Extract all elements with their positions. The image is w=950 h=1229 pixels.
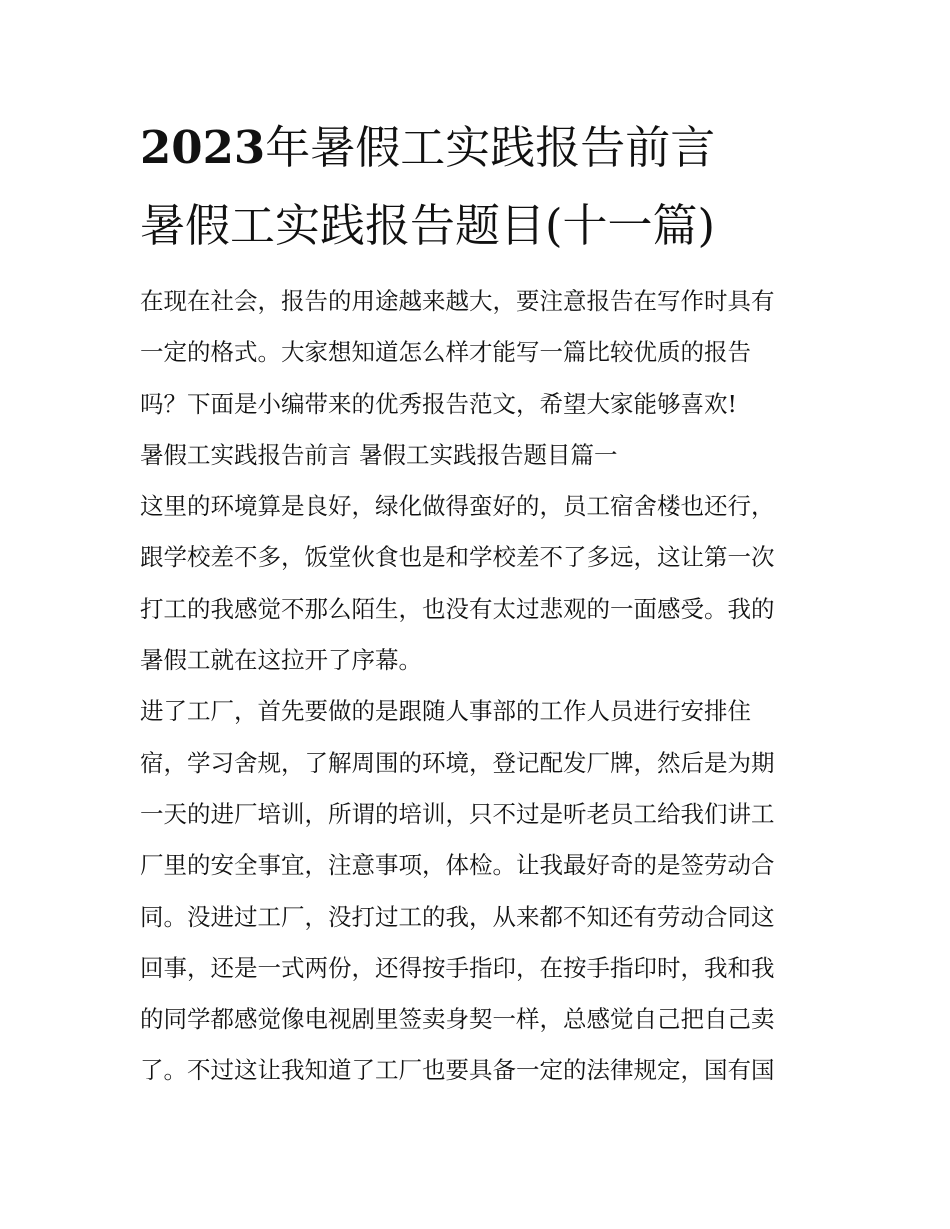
body-line: 一天的进厂培训，所谓的培训，只不过是听老员工给我们讲工 <box>140 799 775 828</box>
body-line: 进了工厂，首先要做的是跟随人事部的工作人员进行安排住 <box>140 697 751 726</box>
body-line: 跟学校差不多，饭堂伙食也是和学校差不了多远，这让第一次 <box>140 543 775 572</box>
body-line: 在现在社会，报告的用途越来越大，要注意报告在写作时具有 <box>140 287 775 315</box>
body-line: 这里的环境算是良好，绿化做得蛮好的，员工宿舍楼也还行， <box>140 492 775 521</box>
body-line: 一定的格式。大家想知道怎么样才能写一篇比较优质的报告 <box>140 338 751 367</box>
body-line: 的同学都感觉像电视剧里签卖身契一样，总感觉自己把自己卖 <box>140 1005 775 1034</box>
body-line: 了。不过这让我知道了工厂也要具备一定的法律规定，国有国 <box>140 1056 775 1085</box>
title-year: 2023 <box>140 121 266 174</box>
body-line: 回事，还是一式两份，还得按手指印，在按手指印时，我和我 <box>140 953 775 982</box>
body-line: 厂里的安全事宜，注意事项，体检。让我最好奇的是签劳动合 <box>140 851 775 880</box>
body-line: 吗？下面是小编带来的优秀报告范文，希望大家能够喜欢! <box>140 389 737 418</box>
section-heading: 暑假工实践报告前言 暑假工实践报告题目篇一 <box>140 440 618 469</box>
body-line: 宿，学习舍规，了解周围的环境，登记配发厂牌，然后是为期 <box>140 748 775 777</box>
body-line: 同。没进过工厂，没打过工的我，从来都不知还有劳动合同这 <box>140 902 775 931</box>
document-title <box>140 118 820 178</box>
body-line: 打工的我感觉不那么陌生，也没有太过悲观的一面感受。我的 <box>140 594 775 623</box>
title-text: 年暑假工实践报告前言 <box>265 121 716 174</box>
body-line: 暑假工就在这拉开了序幕。 <box>140 646 422 675</box>
document-body <box>140 276 815 1097</box>
document-subtitle: 暑假工实践报告题目(十一篇) <box>140 199 716 252</box>
